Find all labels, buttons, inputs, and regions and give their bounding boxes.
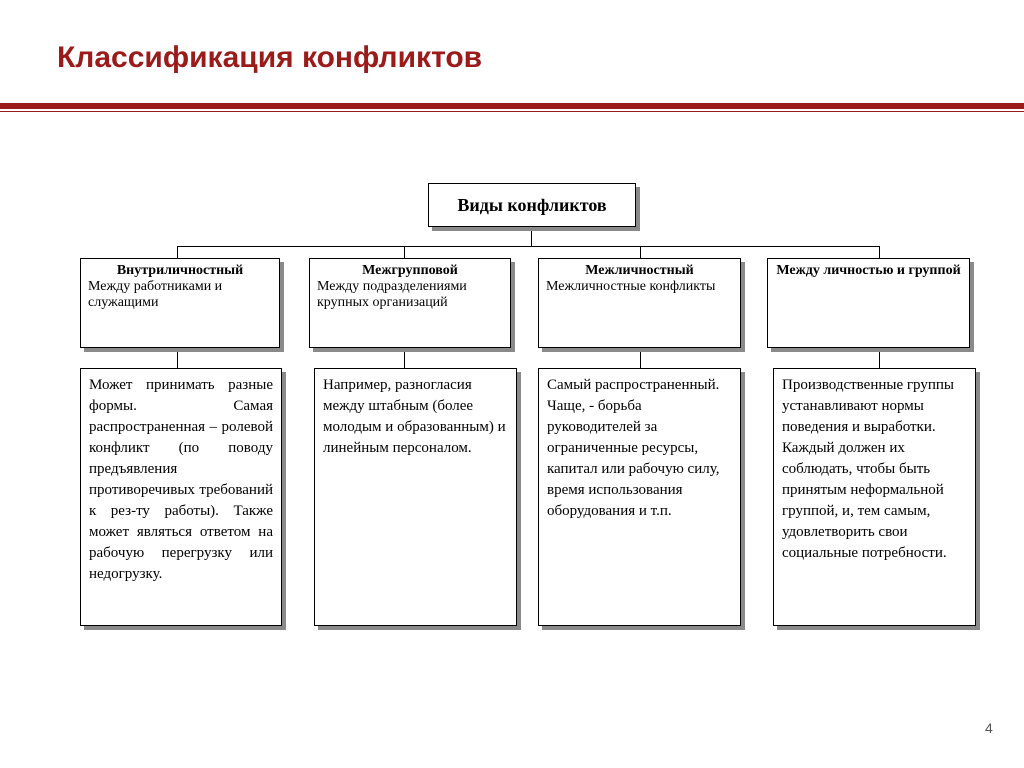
connector-col3-up: [640, 246, 641, 258]
connector-col1-up: [177, 246, 178, 258]
description-box-person-group: Производственные группы устанавливают нормы поведения и выработки. Каждый должен их соблюдать, чтобы быть принятым неформальной группой, и, тем самым, удовлетворить свои социальные потребности.: [773, 368, 976, 626]
category-box-intrapersonal: [80, 258, 280, 348]
category-heading: Внутриличностный: [116, 263, 244, 278]
page-number: 4: [985, 720, 993, 736]
root-box: Виды конфликтов: [428, 183, 636, 227]
category-heading: Между личностью и группой: [776, 263, 961, 278]
description-box-intergroup: Например, разногласия между штабным (более молодым и образованным) и линейным персоналом.: [314, 368, 517, 626]
connector-col2-down: [404, 348, 405, 368]
connector-col2-up: [404, 246, 405, 258]
connector-col3-down: [640, 348, 641, 368]
title-underline-thick: [0, 103, 1024, 109]
connector-col1-down: [177, 348, 178, 368]
title-underline-thin: [0, 111, 1024, 112]
category-subtitle: Между работниками и служащими: [88, 279, 223, 310]
connector-col4-up: [879, 246, 880, 258]
connector-horizontal: [177, 246, 880, 247]
category-subtitle: Между подразделениями крупных организаций: [317, 279, 467, 310]
category-box-intergroup: [309, 258, 511, 348]
description-box-intrapersonal: Может принимать разные формы. Самая распространенная – ролевой конфликт (по поводу предъявления противоречивых требований к рез-ту работы). Также может являться ответом на рабочую перегрузку или недогрузку.: [80, 368, 282, 626]
description-box-interpersonal: Самый распространенный. Чаще, - борьба руководителей за ограниченные ресурсы, капитал или рабочую силу, время использования оборудования и т.п.: [538, 368, 741, 626]
connector-root-down: [531, 227, 532, 247]
category-subtitle: Межличностные конфликты: [546, 279, 716, 294]
slide-title: Классификация конфликтов: [57, 41, 483, 74]
connector-col4-down: [879, 348, 880, 368]
category-box-interpersonal: [538, 258, 741, 348]
category-box-person-group: [767, 258, 970, 348]
category-heading: Межличностный: [585, 263, 694, 278]
category-heading: Межгрупповой: [362, 263, 458, 278]
